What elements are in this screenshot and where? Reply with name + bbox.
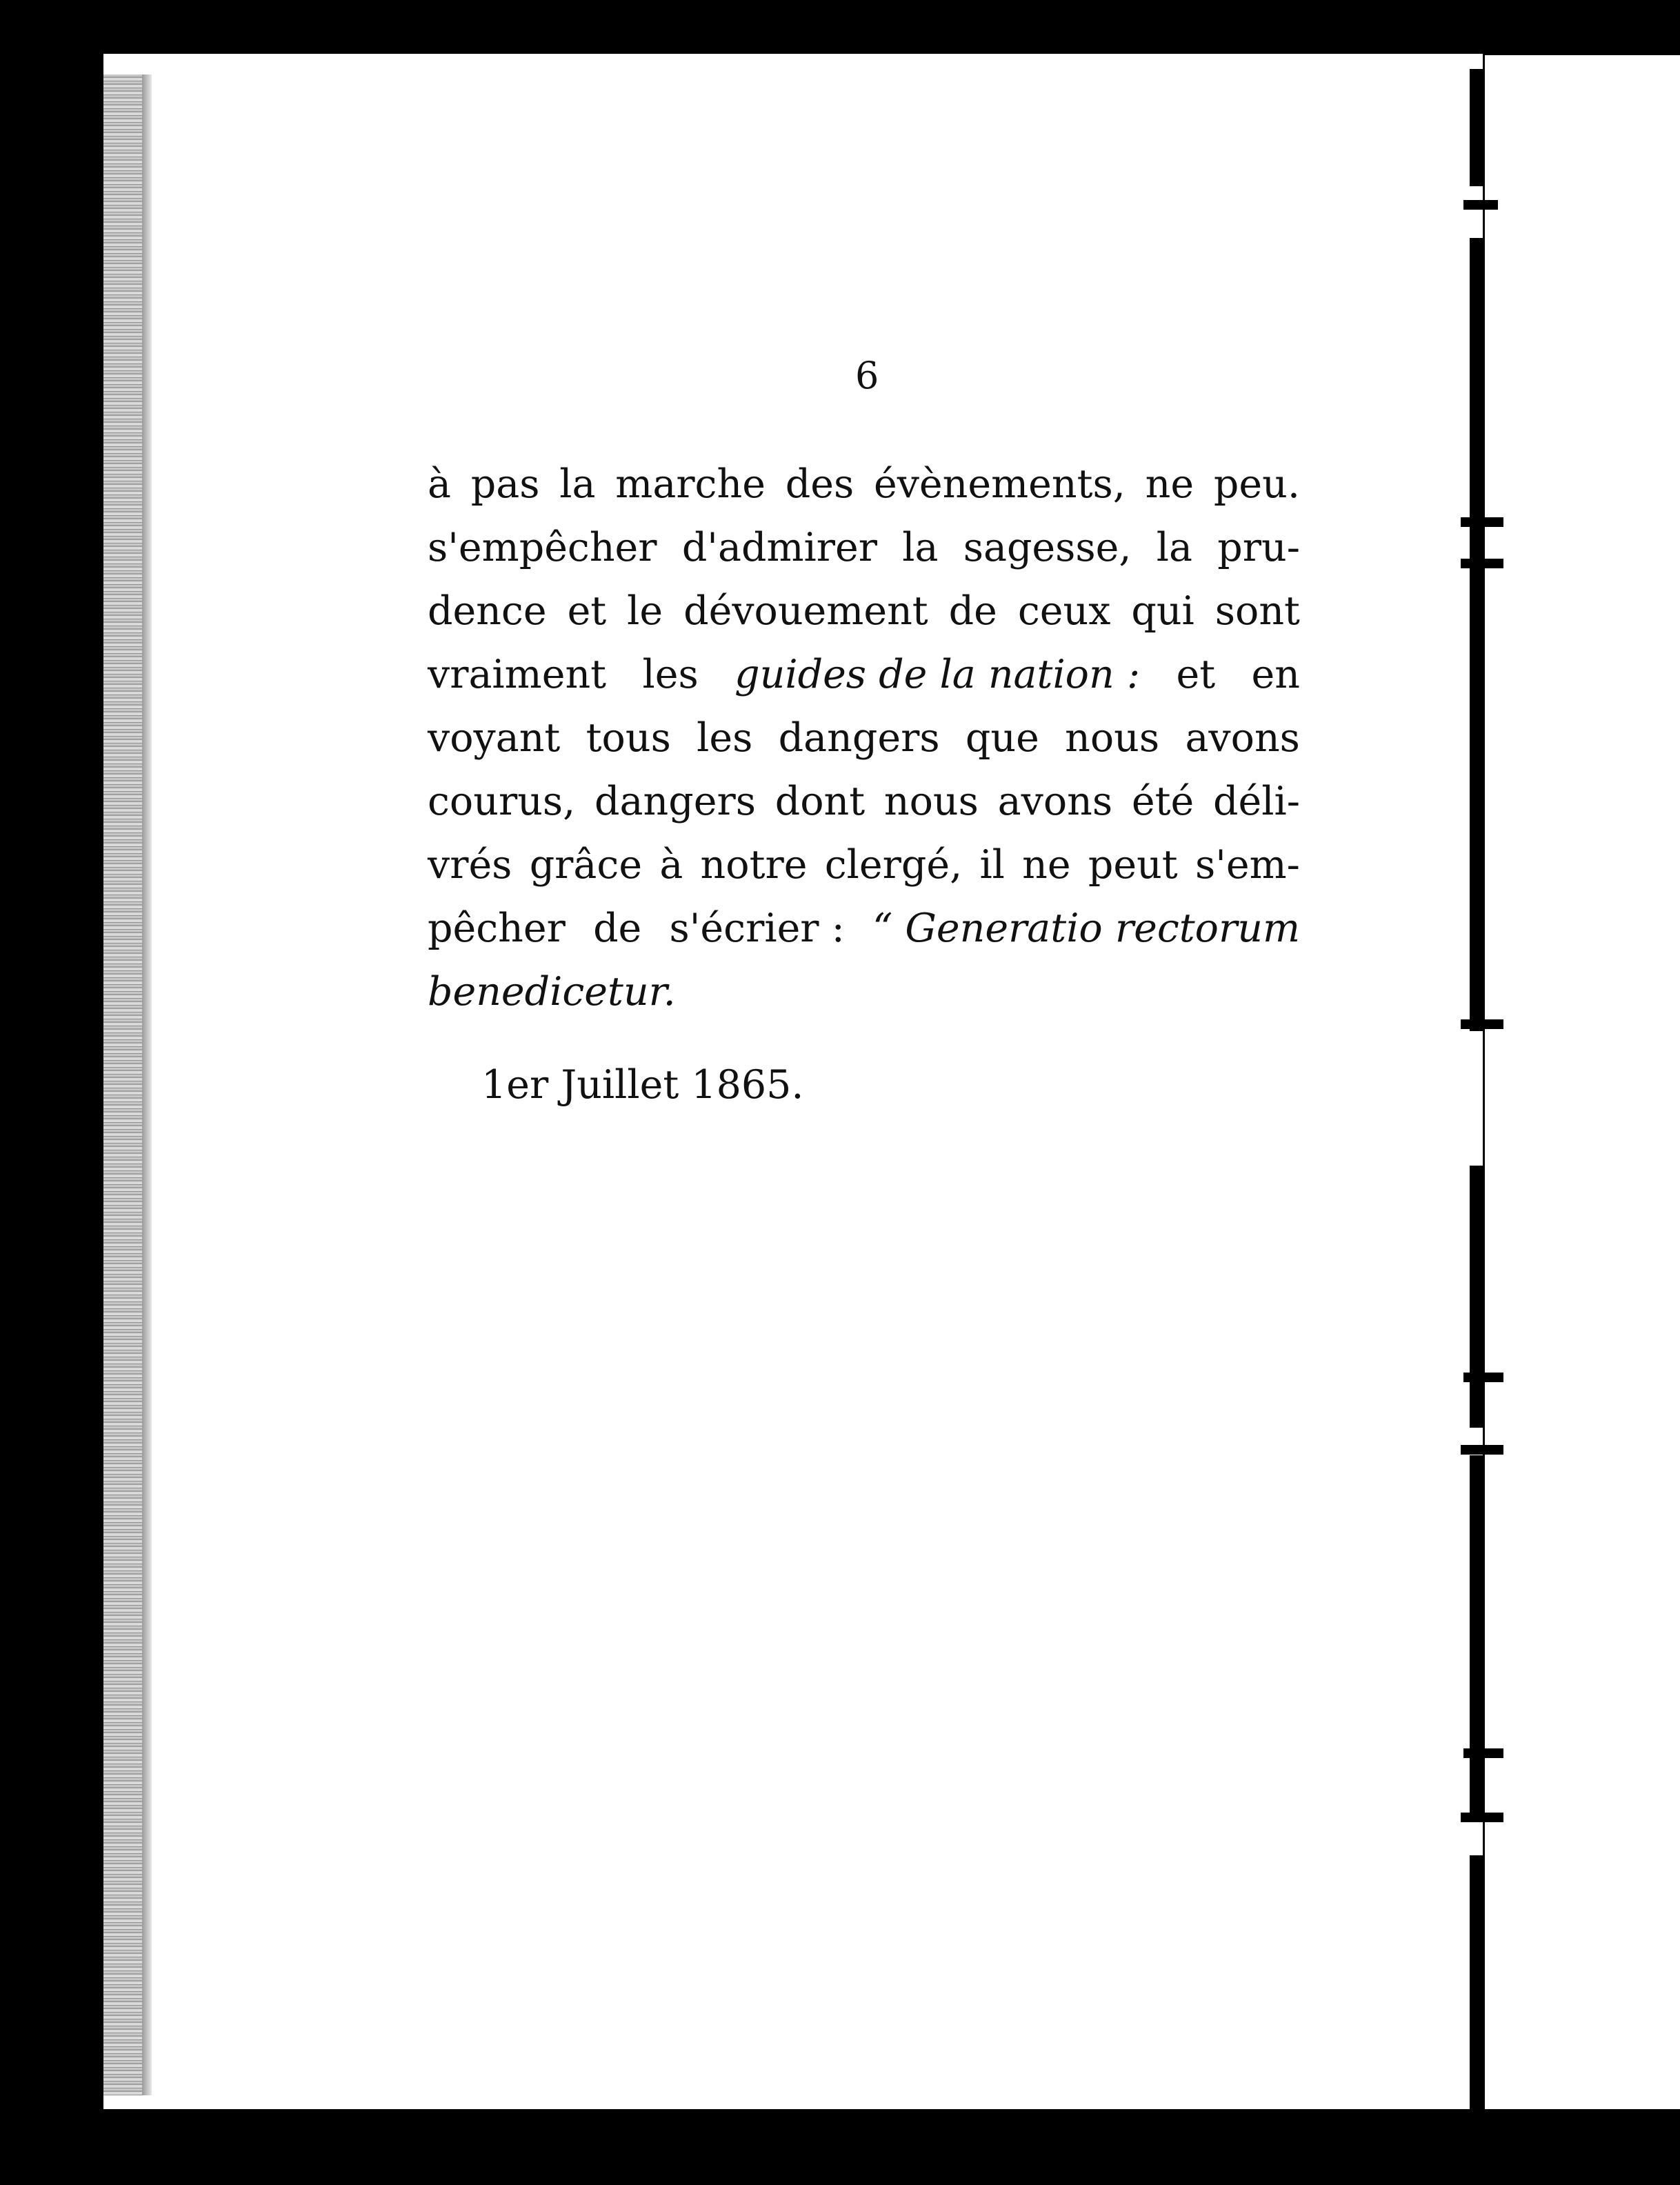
- text-line: [428, 579, 1300, 643]
- stitch-mark: [1461, 1813, 1503, 1822]
- word: voyant: [428, 715, 561, 761]
- binding-shadow: [142, 74, 152, 2095]
- italic-phrase: benedicetur.: [428, 969, 676, 1015]
- word: dangers: [778, 715, 940, 761]
- word: dévouement: [683, 588, 928, 634]
- word: pru-: [1217, 525, 1300, 570]
- word: nous: [1065, 715, 1160, 761]
- text-line: [428, 452, 1300, 516]
- word: pêcher: [428, 906, 566, 951]
- gutter-line: [1470, 1855, 1485, 2111]
- word: sont: [1214, 588, 1300, 634]
- word: la: [559, 461, 596, 507]
- word: sagesse,: [963, 525, 1132, 570]
- word: avons: [997, 779, 1113, 824]
- word: s'em-: [1194, 842, 1300, 888]
- text-line: [428, 706, 1300, 770]
- gutter-line: [1470, 1455, 1485, 1814]
- word: grâce: [529, 842, 643, 888]
- word: dangers: [594, 779, 756, 824]
- text-line: [428, 770, 1300, 833]
- word: marche: [615, 461, 766, 507]
- date-line: 1er Juillet 1865.: [481, 1062, 804, 1108]
- word: avons: [1185, 715, 1300, 761]
- gutter-edge: [1485, 55, 1500, 2138]
- word: en: [1251, 652, 1300, 697]
- word: et: [567, 588, 607, 634]
- word: évènements,: [873, 461, 1126, 507]
- word: des: [785, 461, 854, 507]
- word: il: [979, 842, 1005, 888]
- stitch-mark: [1461, 1019, 1503, 1029]
- italic-phrase: “ Generatio rectorum: [872, 906, 1300, 951]
- word: courus,: [428, 779, 576, 824]
- word: la: [1156, 525, 1192, 570]
- stitch-mark: [1463, 1748, 1503, 1758]
- word: été: [1131, 779, 1194, 824]
- stitch-mark: [1461, 517, 1503, 527]
- text-line: [428, 960, 1300, 1024]
- word: les: [697, 715, 753, 761]
- word: que: [965, 715, 1039, 761]
- word: à: [428, 461, 451, 507]
- scanned-page: [103, 54, 1483, 2109]
- page-number: 6: [855, 354, 879, 397]
- word: s'empêcher: [428, 525, 657, 570]
- text-line: [428, 643, 1300, 706]
- binding-edge: [103, 74, 142, 2095]
- word: tous: [586, 715, 671, 761]
- word: clergé,: [824, 842, 963, 888]
- italic-phrase: guides de la nation :: [734, 652, 1141, 697]
- word: la: [902, 525, 939, 570]
- text-line: [428, 833, 1300, 897]
- word: nous: [883, 779, 979, 824]
- word: pas: [470, 461, 540, 507]
- stitch-mark: [1461, 559, 1503, 568]
- word: peu.: [1213, 461, 1300, 507]
- word: déli-: [1213, 779, 1300, 824]
- stitch-mark: [1463, 200, 1498, 210]
- word: les: [642, 652, 699, 697]
- word: à: [659, 842, 683, 888]
- gutter-line: [1470, 69, 1485, 186]
- text-line: [428, 897, 1300, 960]
- gutter-line: [1470, 238, 1485, 1031]
- word: et: [1176, 652, 1216, 697]
- word: d'admirer: [681, 525, 877, 570]
- facing-page: [1500, 55, 1680, 2138]
- stitch-mark: [1463, 1373, 1503, 1382]
- word: vraiment: [428, 652, 607, 697]
- word: peut: [1088, 842, 1178, 888]
- word: vrés: [428, 842, 512, 888]
- stitch-mark: [1461, 1445, 1503, 1455]
- word: de: [948, 588, 997, 634]
- gutter-line: [1470, 1166, 1485, 1428]
- word: le: [627, 588, 663, 634]
- scan-bottom-border: [0, 2109, 1680, 2185]
- word: ne: [1022, 842, 1071, 888]
- word: de: [593, 906, 642, 951]
- word: s'écrier :: [669, 906, 845, 951]
- word: dence: [428, 588, 547, 634]
- text-line: [428, 516, 1300, 579]
- word: qui: [1131, 588, 1194, 634]
- word: notre: [700, 842, 808, 888]
- body-text: [428, 452, 1300, 1024]
- word: dont: [774, 779, 866, 824]
- word: ceux: [1017, 588, 1111, 634]
- word: ne: [1145, 461, 1194, 507]
